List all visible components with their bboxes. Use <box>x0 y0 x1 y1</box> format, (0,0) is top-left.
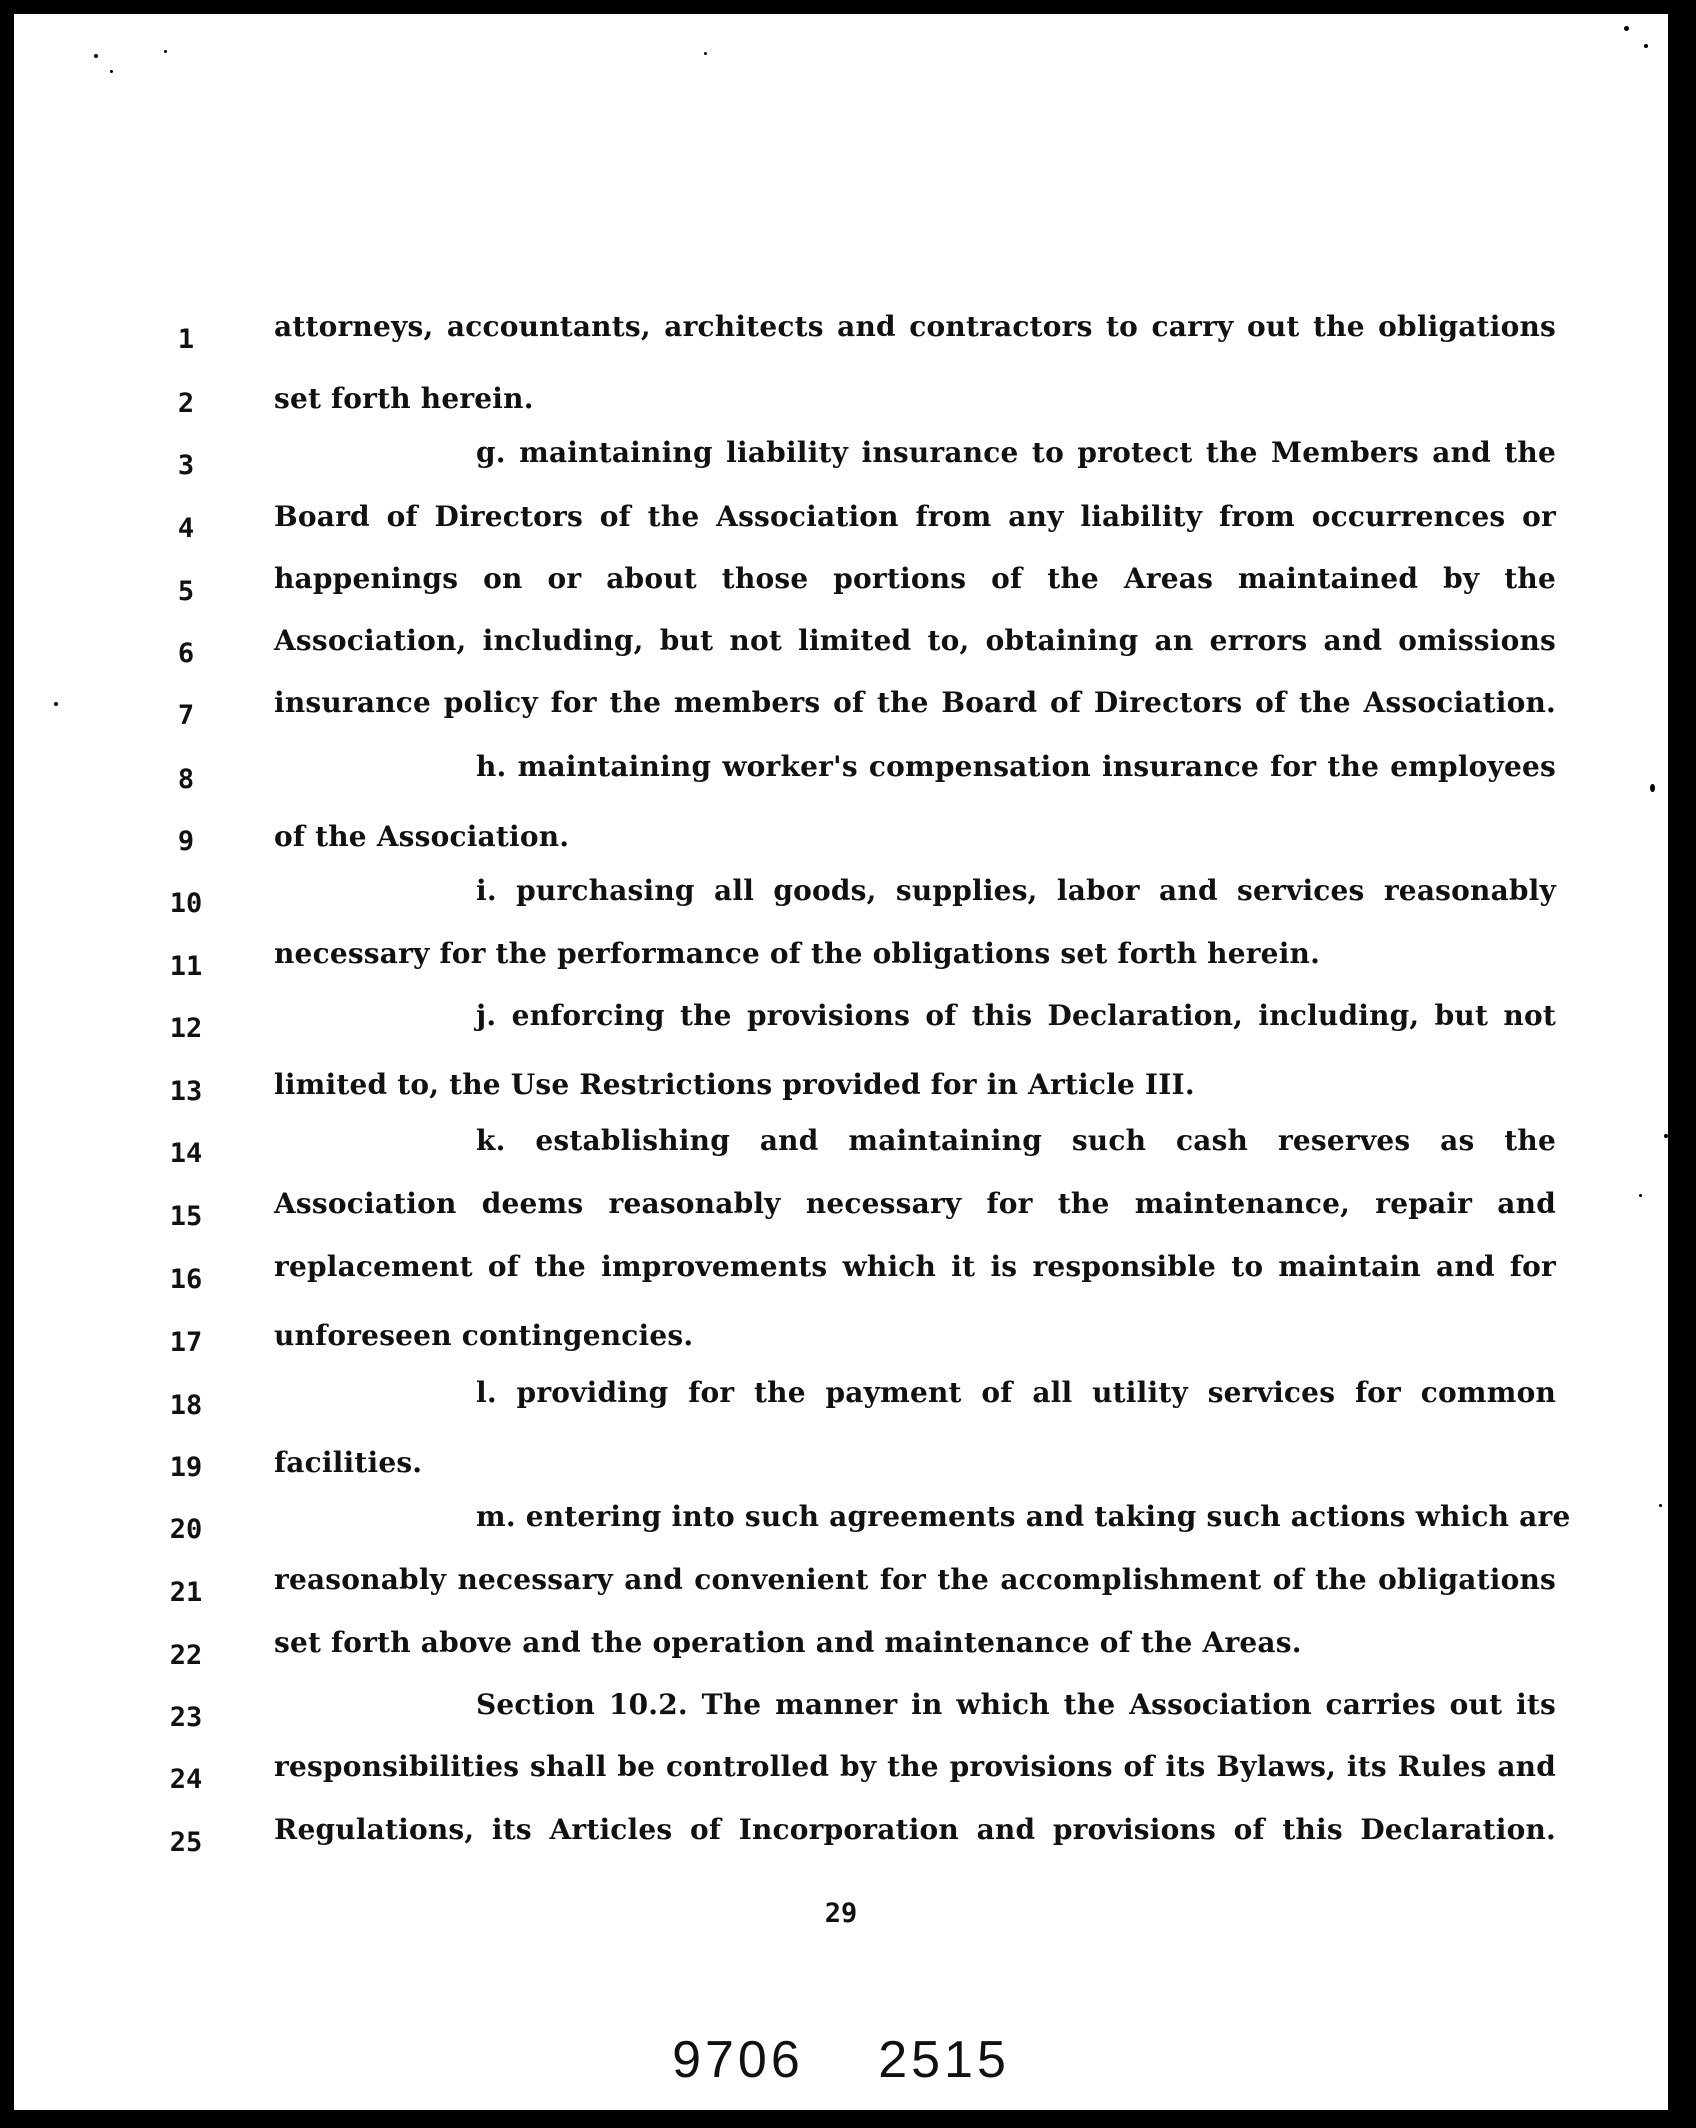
body-text-line: unforeseen contingencies. <box>274 1319 694 1352</box>
line-number: 22 <box>169 1640 203 1671</box>
body-text-line: of the Association. <box>274 820 570 853</box>
line-number: 9 <box>177 826 195 857</box>
body-text-line: l. providing for the payment of all utility services for common <box>476 1376 1556 1409</box>
recording-book-number: 9706 <box>672 2031 804 2089</box>
scan-speck <box>110 70 113 73</box>
scan-speck <box>1659 1504 1662 1507</box>
scan-speck <box>1639 1194 1642 1197</box>
body-text-line: happenings on or about those portions of the Areas maintained by the <box>274 562 1556 595</box>
scan-speck <box>704 52 707 55</box>
line-number: 8 <box>177 764 195 795</box>
line-number: 5 <box>177 576 195 607</box>
line-number: 15 <box>169 1201 203 1232</box>
line-number: 18 <box>169 1390 203 1421</box>
line-number: 6 <box>177 638 195 669</box>
body-text-line: k. establishing and maintaining such cash reserves as the <box>476 1124 1556 1157</box>
body-text-line: limited to, the Use Restrictions provided for in Article III. <box>274 1068 1195 1101</box>
line-number: 4 <box>177 513 195 544</box>
body-text-line: Section 10.2. The manner in which the Association carries out its <box>476 1688 1556 1721</box>
body-text-line: replacement of the improvements which it is responsible to maintain and for <box>274 1250 1556 1283</box>
body-text-line: h. maintaining worker's compensation insurance for the employees <box>476 750 1556 783</box>
body-text-line: insurance policy for the members of the Board of Directors of the Association. <box>274 686 1556 719</box>
scan-speck <box>1664 1134 1668 1138</box>
body-text-line: Association, including, but not limited to, obtaining an errors and omissions <box>274 624 1556 657</box>
document-page <box>14 14 1668 2110</box>
recording-stamp <box>14 2030 1668 2090</box>
line-number: 13 <box>169 1076 203 1107</box>
line-number: 23 <box>169 1702 203 1733</box>
body-text-line: Board of Directors of the Association from any liability from occurrences or <box>274 500 1556 533</box>
line-number: 19 <box>169 1452 203 1483</box>
scan-speck <box>94 54 98 58</box>
scan-speck <box>164 50 167 53</box>
line-number: 1 <box>177 324 195 355</box>
scan-speck <box>1644 44 1648 48</box>
line-number: 25 <box>169 1827 203 1858</box>
body-text-line: reasonably necessary and convenient for the accomplishment of the obligations <box>274 1563 1556 1596</box>
body-text-line: responsibilities shall be controlled by the provisions of its Bylaws, its Rules and <box>274 1750 1556 1783</box>
page-number: 29 <box>824 1898 858 1929</box>
body-text-line: set forth above and the operation and maintenance of the Areas. <box>274 1626 1302 1659</box>
body-text-line: facilities. <box>274 1446 423 1479</box>
line-number: 21 <box>169 1577 203 1608</box>
body-text-line: necessary for the performance of the obligations set forth herein. <box>274 937 1321 970</box>
line-number: 24 <box>169 1764 203 1795</box>
line-number: 12 <box>169 1013 203 1044</box>
body-text-line: g. maintaining liability insurance to protect the Members and the <box>476 436 1556 469</box>
line-number: 2 <box>177 388 195 419</box>
line-number: 7 <box>177 700 195 731</box>
body-text-line: Regulations, its Articles of Incorporation and provisions of this Declaration. <box>274 1813 1556 1846</box>
line-number: 3 <box>177 450 195 481</box>
body-text-line: i. purchasing all goods, supplies, labor and services reasonably <box>476 874 1556 907</box>
body-text-line: j. enforcing the provisions of this Declaration, including, but not <box>476 999 1556 1032</box>
line-number: 17 <box>169 1327 203 1358</box>
scan-speck <box>1650 784 1655 792</box>
line-number: 10 <box>169 888 203 919</box>
recording-page-number: 2515 <box>878 2031 1010 2089</box>
line-number: 20 <box>169 1514 203 1545</box>
line-number: 11 <box>169 951 203 982</box>
line-number: 16 <box>169 1264 203 1295</box>
scan-speck <box>1624 26 1629 31</box>
body-text-line: Association deems reasonably necessary for the maintenance, repair and <box>274 1187 1556 1220</box>
body-text-line: attorneys, accountants, architects and contractors to carry out the obligations <box>274 310 1556 343</box>
line-number: 14 <box>169 1138 203 1169</box>
body-text-line: set forth herein. <box>274 382 534 415</box>
body-text-line: m. entering into such agreements and taking such actions which are <box>476 1500 1571 1533</box>
scan-speck <box>54 702 58 706</box>
